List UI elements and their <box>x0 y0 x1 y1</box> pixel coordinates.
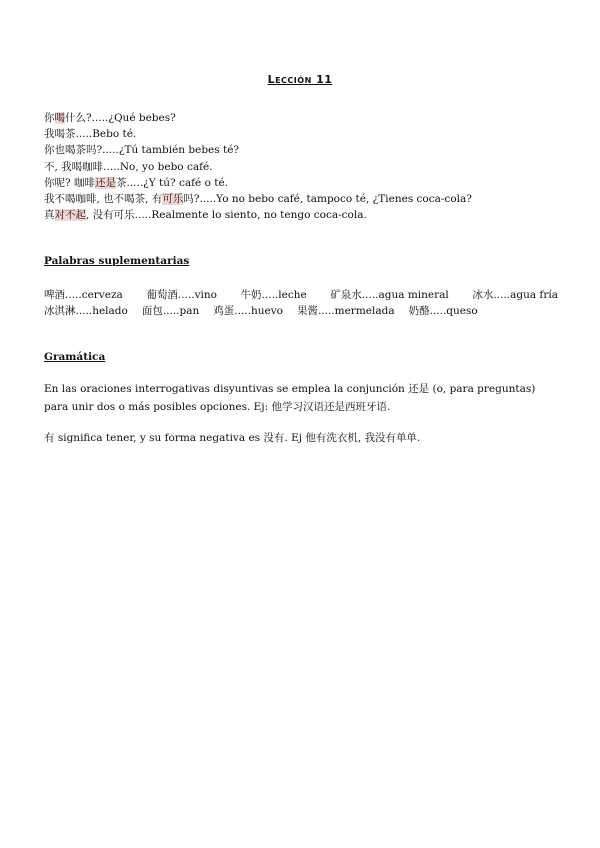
line-text: , 没有可乐.....Realmente lo siento, no tengo coca-cola. <box>86 209 367 222</box>
line-text: 茶.....¿Y tú? café o té. <box>115 176 229 189</box>
line-text: 真 <box>44 209 55 222</box>
grammar-paragraph: 有 significa tener, y su forma negativa es 没有. Ej 他有洗衣机, 我没有单单. <box>44 432 421 444</box>
lesson-title: Lección 11 <box>267 73 333 86</box>
line-text: 什么?.....¿Qué bebes? <box>65 112 176 124</box>
line-text: 你 <box>44 112 55 124</box>
line-text: 我不喝咖啡, 也不喝茶, 有 <box>44 193 163 206</box>
dialogue-line <box>44 126 564 142</box>
line-text: 你呢? 咖啡 <box>44 176 95 189</box>
grammar-paragraph: En las oraciones interrogativas disyuntivas se emplea la conjunción 还是 (o, para preguntas) para unir dos o más posibles opciones. Ej: 他学习汉语还是西班牙语. <box>44 383 536 413</box>
vocab-item: 面包.....pan <box>141 305 200 317</box>
dialogue-line <box>44 207 564 223</box>
highlighted-text: 喝 <box>54 112 65 124</box>
line-text: 你也喝茶吗?.....¿Tú también bebes té? <box>44 144 240 157</box>
vocab-item: 奶酪.....queso <box>408 305 478 317</box>
vocab-heading: Palabras suplementarias <box>44 255 190 267</box>
dialogue-block <box>44 110 564 223</box>
grammar-heading: Gramática <box>44 351 106 363</box>
vocab-row <box>44 303 478 318</box>
vocab-item: 鸡蛋.....huevo <box>213 305 283 317</box>
line-text: 我喝茶.....Bebo té. <box>44 128 137 141</box>
highlighted-text: 对不起 <box>54 209 86 222</box>
vocab-item: 冰淇淋.....helado <box>44 305 128 317</box>
vocab-item: 牛奶.....leche <box>240 289 307 301</box>
highlighted-text: 可乐 <box>162 193 184 206</box>
dialogue-line <box>44 110 564 126</box>
vocab-row <box>44 287 558 302</box>
vocab-item: 葡萄酒.....vino <box>146 289 217 301</box>
dialogue-line <box>44 142 564 158</box>
line-text: 吗?.....Yo no bebo café, tampoco té, ¿Tienes coca-cola? <box>183 193 472 206</box>
line-text: 不, 我喝咖啡.....No, yo bebo café. <box>44 160 213 173</box>
dialogue-line <box>44 191 564 207</box>
dialogue-line <box>44 175 564 191</box>
vocab-item: 冰水.....agua fría <box>472 289 558 301</box>
vocab-item: 啤酒.....cerveza <box>44 289 123 301</box>
dialogue-line <box>44 159 564 175</box>
highlighted-text: 还是 <box>94 176 116 189</box>
vocab-item: 矿泉水.....agua mineral <box>330 289 449 301</box>
vocab-item: 果酱.....mermelada <box>296 305 395 317</box>
